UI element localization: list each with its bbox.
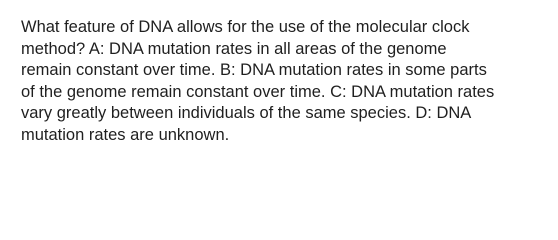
question-line: vary greatly between individuals of the same species. D: DNA (21, 104, 472, 123)
question-line: method? A: DNA mutation rates in all areas of the genome (21, 39, 447, 58)
question-line: of the genome remain constant over time. C: DNA mutation rates (21, 82, 495, 101)
question-line: What feature of DNA allows for the use of the molecular clock (21, 18, 470, 36)
question-line: mutation rates are unknown. (21, 125, 230, 144)
question-text (21, 17, 551, 147)
question-line: remain constant over time. B: DNA mutation rates in some parts (21, 61, 487, 80)
